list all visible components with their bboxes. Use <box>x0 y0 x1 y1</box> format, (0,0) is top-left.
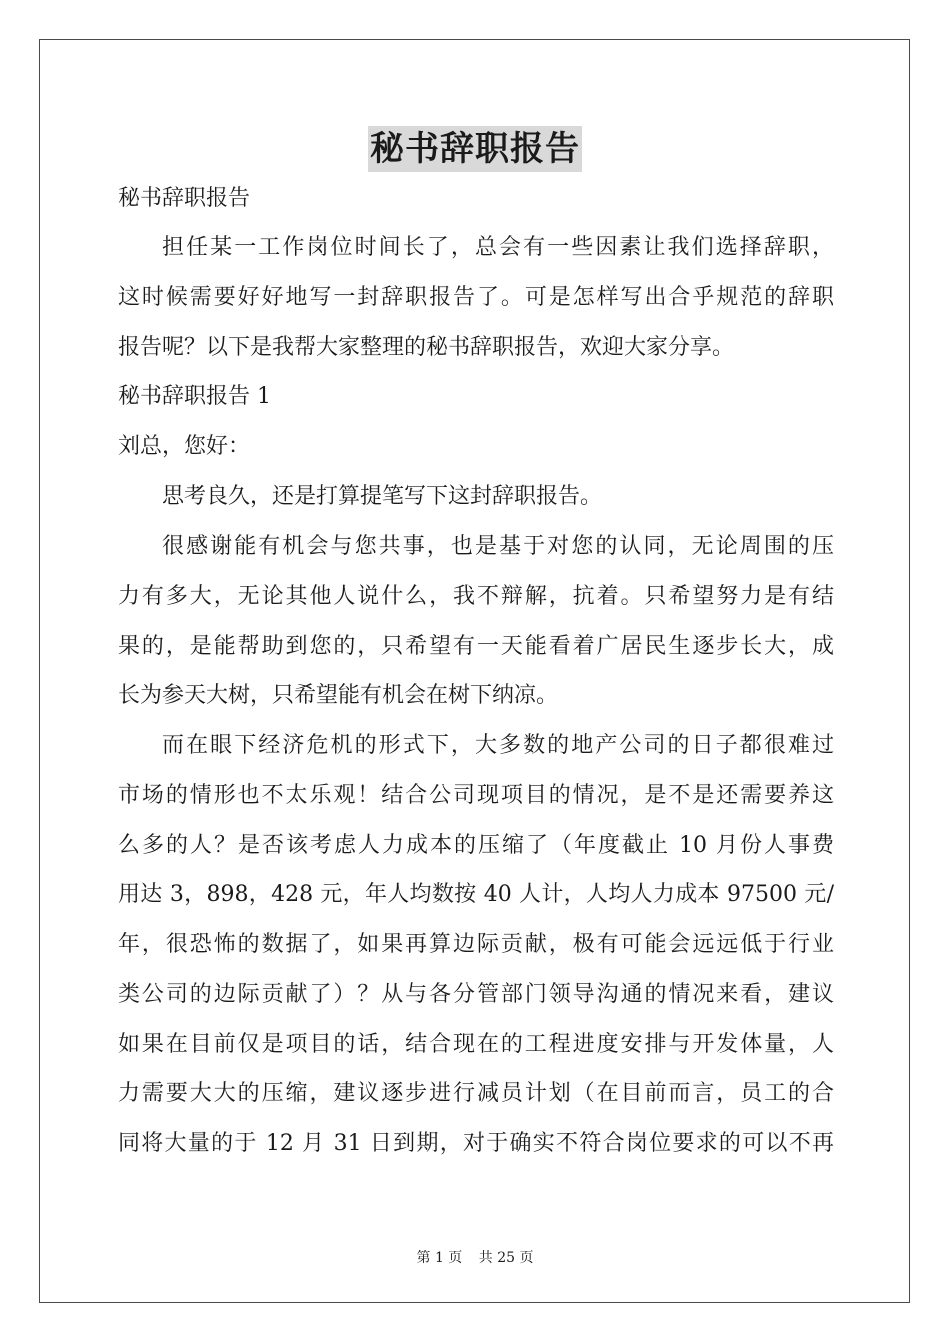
salutation: 刘总，您好： <box>118 434 251 459</box>
text-line: 力需要大大的压缩，建议逐步进行减员计划（在目前而言，员工的合 <box>118 1081 834 1106</box>
text-line: 这时候需要好好地写一封辞职报告了。可是怎样写出合乎规范的辞职 <box>118 285 834 310</box>
text-line: 思考良久，还是打算提笔写下这封辞职报告。 <box>162 484 603 509</box>
text-line: 类公司的边际贡献了）？从与各分管部门领导沟通的情况来看，建议 <box>118 982 834 1007</box>
document-title: 秘书辞职报告 <box>368 126 582 172</box>
text-line: 长为参天大树，只希望能有机会在树下纳凉。 <box>118 683 559 708</box>
page-border <box>39 39 910 1303</box>
text-line: 如果在目前仅是项目的话，结合现在的工程进度安排与开发体量，人 <box>118 1032 834 1057</box>
text-line: 同将大量的于 12 月 31 日到期，对于确实不符合岗位要求的可以不再 <box>118 1131 834 1156</box>
text-line: 年，很恐怖的数据了，如果再算边际贡献，极有可能会远远低于行业 <box>118 932 834 957</box>
page-total: 共 25 页 <box>478 1250 534 1266</box>
section-heading: 秘书辞职报告 1 <box>118 384 271 409</box>
text-line: 么多的人？是否该考虑人力成本的压缩了（年度截止 10 月份人事费 <box>118 833 834 858</box>
text-line: 用达 3，898，428 元，年人均数按 40 人计，人均人力成本 97500 元/ <box>118 882 834 907</box>
page-number: 第 1 页 <box>416 1250 463 1266</box>
text-line: 很感谢能有机会与您共事，也是基于对您的认同，无论周围的压 <box>162 534 834 559</box>
text-line: 担任某一工作岗位时间长了，总会有一些因素让我们选择辞职， <box>162 235 834 260</box>
text-line: 市场的情形也不太乐观！结合公司现项目的情况，是不是还需要养这 <box>118 783 834 808</box>
title-container <box>0 126 950 172</box>
text-line: 果的，是能帮助到您的，只希望有一天能看着广居民生逐步长大，成 <box>118 634 834 659</box>
text-line: 而在眼下经济危机的形式下，大多数的地产公司的日子都很难过 <box>162 733 834 758</box>
subtitle-line: 秘书辞职报告 <box>118 186 251 211</box>
page-footer <box>0 1248 950 1268</box>
text-line: 报告呢？以下是我帮大家整理的秘书辞职报告，欢迎大家分享。 <box>118 335 735 360</box>
text-line: 力有多大，无论其他人说什么，我不辩解，抗着。只希望努力是有结 <box>118 584 834 609</box>
